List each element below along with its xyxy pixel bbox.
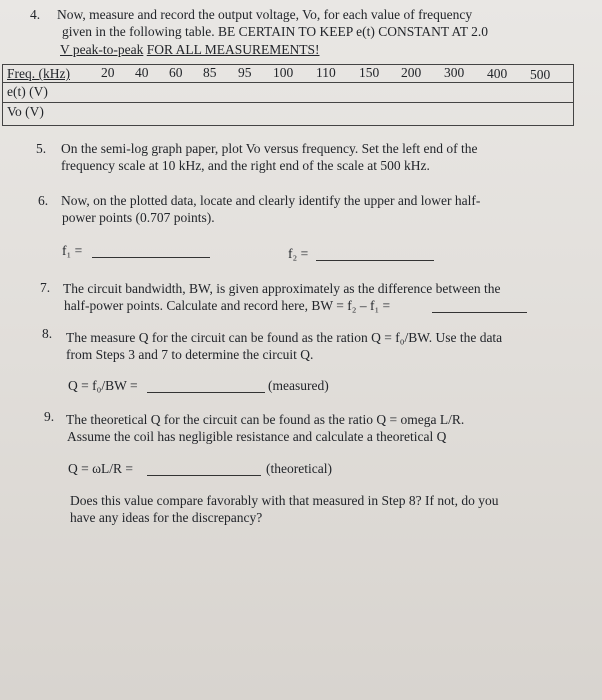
row-label-vo: Vo (V) (7, 104, 44, 119)
q9-followup-2: have any ideas for the discrepancy? (70, 510, 263, 525)
q4-line-1: Now, measure and record the output voltage, Vo, for each value of frequency (57, 7, 473, 22)
row-label-et: e(t) (V) (7, 84, 48, 99)
q7-line-2: half-power points. Calculate and record here, BW = f₂ – f₁ = (64, 298, 391, 313)
q7-number: 7. (40, 280, 51, 295)
q8-number: 8. (42, 326, 53, 341)
row-label-freq: Freq. (kHz) (7, 66, 70, 81)
freq-cell: 150 (359, 65, 380, 80)
table-row-divider (3, 102, 573, 103)
freq-cell: 110 (316, 65, 336, 80)
measurement-table (2, 64, 574, 126)
table-row-divider (3, 82, 573, 83)
q9-line-1: The theoretical Q for the circuit can be found as the ratio Q = omega L/R. (66, 412, 465, 427)
q9-line-2: Assume the coil has negligible resistance and calculate a theoretical Q (67, 429, 447, 444)
freq-cell: 40 (135, 65, 149, 80)
bw-answer-blank[interactable] (432, 300, 527, 313)
freq-cell: 85 (203, 65, 217, 80)
freq-cell: 60 (169, 65, 183, 80)
f1-label: f₁ = (62, 243, 83, 258)
freq-cell: 300 (444, 65, 465, 80)
q8-formula: Q = f₀/BW = (68, 378, 138, 393)
f2-answer-blank[interactable] (316, 248, 434, 261)
q8-line-1: The measure Q for the circuit can be found as the ration Q = f₀/BW. Use the data (66, 330, 503, 345)
q-measured-answer-blank[interactable] (147, 380, 265, 393)
freq-cell: 500 (530, 67, 551, 82)
q6-line-1: Now, on the plotted data, locate and clearly identify the upper and lower half- (61, 193, 481, 208)
q4-line-3 (60, 42, 319, 57)
q9-number: 9. (44, 409, 55, 424)
q9-followup-1: Does this value compare favorably with that measured in Step 8? If not, do you (70, 493, 499, 508)
q4-number: 4. (30, 7, 41, 22)
q5-line-1: On the semi-log graph paper, plot Vo versus frequency. Set the left end of the (61, 141, 478, 156)
f2-label: f₂ = (288, 246, 309, 261)
q6-number: 6. (38, 193, 49, 208)
q6-line-2: power points (0.707 points). (62, 210, 215, 225)
f1-answer-blank[interactable] (92, 245, 210, 258)
q4-line-2: given in the following table. BE CERTAIN TO KEEP e(t) CONSTANT AT 2.0 (62, 24, 489, 39)
freq-cell: 95 (238, 65, 252, 80)
q9-suffix: (theoretical) (266, 461, 332, 476)
q8-line-2: from Steps 3 and 7 to determine the circuit Q. (66, 347, 314, 362)
freq-cell: 400 (487, 66, 508, 81)
q7-line-1: The circuit bandwidth, BW, is given approximately as the difference between the (63, 281, 501, 296)
freq-cell: 100 (273, 65, 294, 80)
q8-suffix: (measured) (268, 378, 329, 393)
q5-number: 5. (36, 141, 47, 156)
q5-line-2: frequency scale at 10 kHz, and the right end of the scale at 500 kHz. (61, 158, 430, 173)
q4-line-3-caps: FOR ALL MEASUREMENTS! (146, 42, 320, 57)
freq-cell: 20 (101, 65, 115, 80)
q4-line-3-underlined: V peak-to-peak (60, 42, 144, 57)
q-theoretical-answer-blank[interactable] (147, 463, 261, 476)
freq-cell: 200 (401, 65, 422, 80)
q9-formula: Q = ωL/R = (68, 461, 133, 476)
